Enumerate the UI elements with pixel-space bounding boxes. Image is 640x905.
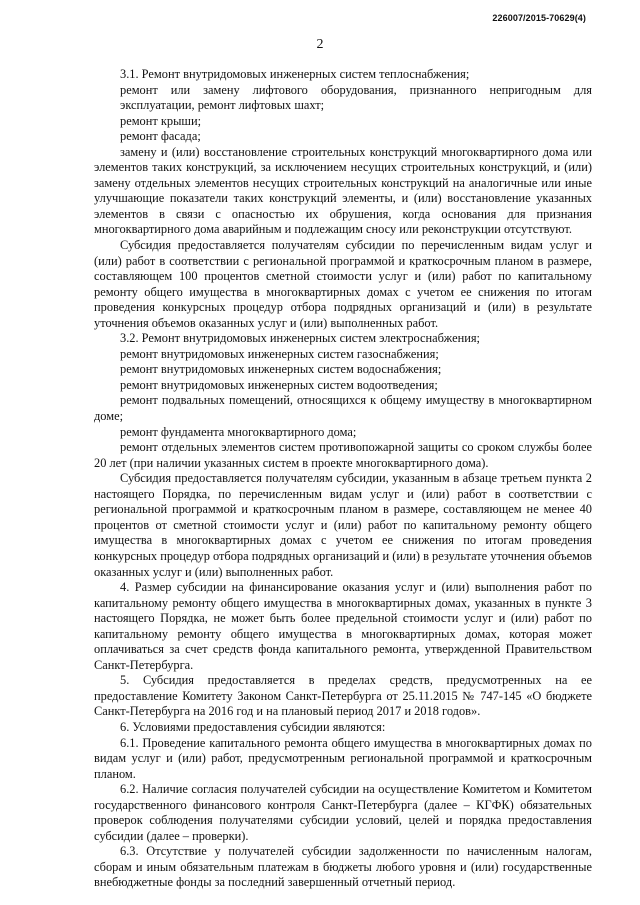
paragraph-structures-replacement: замену и (или) восстановление строительных конструкций многоквартирного дома или элементов таких конструкций, за исключением несущих строительных конструкций, и (или) замену отдельных элементов несущих строительных конструкций на аналогичные или иные улучшающие показатели таких конструкций элементы, и (или) восстановление указанных элементов в связи с опасностью их обрушения, когда основания для признания многоквартирного дома аварийным и подлежащим сносу или реконструкции отсутствуют. <box>94 144 592 237</box>
paragraph-6: 6. Условиями предоставления субсидии являются: <box>120 719 386 734</box>
document-body <box>94 67 592 891</box>
paragraph-6-3: 6.3. Отсутствие у получателей субсидии задолженности по начисленным налогам, сборам и иным обязательным платежам в бюджеты любого уровня и (или) государственные внебюджетные фонды за последний завершенный отчетный период. <box>94 844 592 890</box>
paragraph-foundation-repair: ремонт фундамента многоквартирного дома; <box>120 424 357 439</box>
paragraph-6-2: 6.2. Наличие согласия получателей субсидии на осуществление Комитетом и Комитетом государственного финансового контроля Санкт-Петербурга (далее – КГФК) обязательных проверок соблюдения получателями субсидии условий, целей и порядка предоставления субсидии (далее – проверки). <box>94 782 592 843</box>
paragraph-5: 5. Субсидия предоставляется в пределах средств, предусмотренных на ее предоставление Комитету Законом Санкт-Петербурга от 25.11.2015 № 747-145 «О бюджете Санкт-Петербурга на 2016 год и на плановый период 2017 и 2018 годов». <box>94 673 592 719</box>
paragraph-subsidy-40-percent: Субсидия предоставляется получателям субсидии, указанным в абзаце третьем пункта 2 настоящего Порядка, по перечисленным видам услуг и (или) работ в соответствии с региональной программой и краткосрочным планом в размере, составляющем не менее 40 процентов от сметной стоимости услуг и (или) работ по капитальному ремонту общего имущества в многоквартирных домах с учетом ее снижения по итогам проведения конкурсных процедур отбора подрядных организаций и (или) в результате уточнения объемов оказанных услуг и (или) выполненных работ. <box>94 471 593 579</box>
paragraph-subsidy-100-percent: Субсидия предоставляется получателям субсидии по перечисленным видам услуг и (или) работ в соответствии с региональной программой и краткосрочным планом в размере, составляющем 100 процентов сметной стоимости услуг и (или) работ по капитальному ремонту общего имущества в многоквартирных домах с учетом ее снижения по итогам проведения конкурсных процедур отбора подрядных организаций и (или) в результате уточнения объемов оказанных услуг и (или) выполненных работ. <box>94 238 592 330</box>
paragraph-water-supply: ремонт внутридомовых инженерных систем водоснабжения; <box>120 362 442 377</box>
document-registration-number: 226007/2015-70629(4) <box>492 13 586 23</box>
paragraph-lift-repair: ремонт или замену лифтового оборудования, признанного непригодным для эксплуатации, ремонт лифтовых шахт; <box>120 82 592 113</box>
paragraph-3-1: 3.1. Ремонт внутридомовых инженерных систем теплоснабжения; <box>120 67 470 81</box>
paragraph-basement-repair: ремонт подвальных помещений, относящихся к общему имуществу в многоквартирном доме; <box>94 393 592 424</box>
paragraph-roof-repair: ремонт крыши; <box>120 113 202 128</box>
paragraph-water-disposal: ремонт внутридомовых инженерных систем водоотведения; <box>120 377 438 392</box>
paragraph-facade-repair: ремонт фасада; <box>120 129 201 144</box>
paragraph-6-1: 6.1. Проведение капитального ремонта общего имущества в многоквартирных домах по видам услуг и (или) работ, предусмотренным региональной программой и краткосрочным планом. <box>94 735 592 781</box>
page-number: 2 <box>316 37 324 52</box>
paragraph-4: 4. Размер субсидии на финансирование оказания услуг и (или) выполнения работ по капитальному ремонту общего имущества в многоквартирных домах, указанных в пункте 3 настоящего Порядка, не может быть более предельной стоимости услуг и (или) работ по капитальному ремонту общего имущества в многоквартирных домах, которая может оплачиваться за счет средств фонда капитального ремонта, утвержденной Правительством Санкт-Петербурга. <box>94 580 592 672</box>
paragraph-fire-protection: ремонт отдельных элементов систем противопожарной защиты со сроком службы более 20 лет (при наличии указанных систем в проекте многоквартирного дома). <box>94 440 592 470</box>
paragraph-gas-supply: ремонт внутридомовых инженерных систем газоснабжения; <box>120 346 439 361</box>
paragraph-3-2: 3.2. Ремонт внутридомовых инженерных систем электроснабжения; <box>120 331 480 346</box>
